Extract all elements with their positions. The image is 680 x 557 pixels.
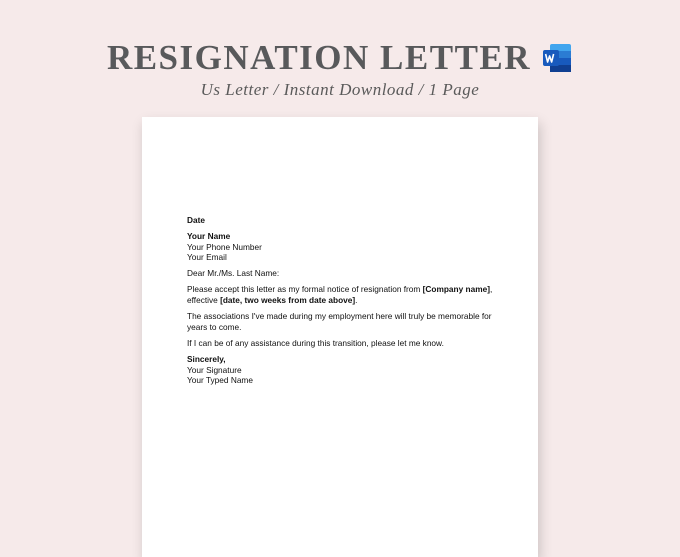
title-row (107, 38, 573, 78)
paragraph-associations: The associations I've made during my employment here will truly be memorable for (187, 311, 492, 322)
paragraph-text: Please accept this letter as my formal notice of resignation from (187, 284, 423, 295)
paragraph-text: effective (187, 295, 221, 306)
date-line: Date (187, 215, 205, 225)
page-title: RESIGNATION LETTER (106, 38, 532, 77)
sender-name: Your Name (187, 231, 231, 242)
paragraph-resignation (187, 284, 497, 295)
date-placeholder: [date, two weeks from date above] (220, 295, 356, 306)
paragraph-text: . (355, 295, 358, 306)
paragraph-associations-cont: years to come. (187, 321, 242, 332)
letter-body (187, 215, 497, 386)
letter-page (142, 117, 538, 557)
closing: Sincerely, (187, 353, 226, 364)
sender-phone: Your Phone Number (187, 241, 262, 252)
subtitle: Us Letter / Instant Download / 1 Page (200, 80, 480, 99)
paragraph-resignation-cont (187, 295, 497, 306)
paragraph-text: , (489, 284, 493, 295)
word-icon (541, 42, 573, 74)
sender-email: Your Email (187, 252, 227, 263)
salutation: Dear Mr./Ms. Last Name: (187, 268, 280, 279)
company-placeholder: [Company name] (422, 284, 490, 295)
typed-name-line: Your Typed Name (187, 375, 253, 386)
header (0, 38, 680, 100)
signature-line: Your Signature (187, 364, 242, 375)
paragraph-assistance: If I can be of any assistance during this transition, please let me know. (187, 337, 444, 348)
